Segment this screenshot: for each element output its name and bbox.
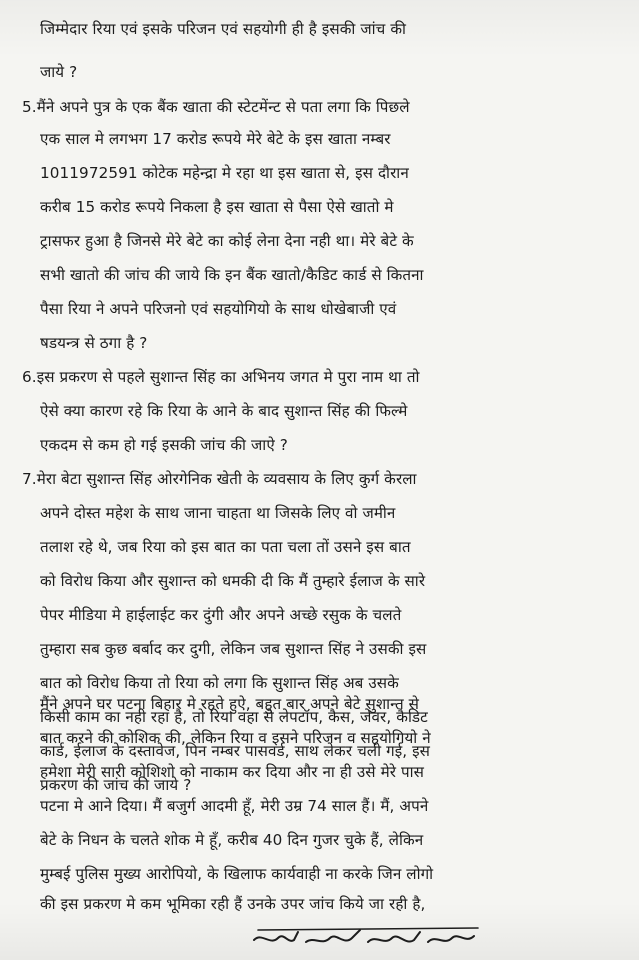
para6-line-3: एकदम से कम हो गई इसकी जांच की जाऐ ? xyxy=(40,436,288,454)
para5-line-6: सभी खातो की जांच की जाये कि इन बैंक खातो/कैडिट कार्ड से कितना xyxy=(40,266,424,284)
para6-line-2: ऐसे क्या कारण रहे कि रिया के आने के बाद सुशान्त सिंह की फिल्मे xyxy=(40,402,408,420)
para7-line-5: पेपर मीडिया मे हाईलाईट कर दुंगी और अपने अच्छे रसुक के चलते xyxy=(40,606,402,624)
para7-line-7: बात को विरोध किया तो रिया को लगा कि सुशान्त सिंह अब उसके xyxy=(40,674,399,692)
para7-line-2: अपने दोस्त महेश के साथ जाना चाहता था जिसके लिए वो जमीन xyxy=(40,504,396,522)
closing-line-7: की इस प्रकरण मे कम भूमिका रही हैं उनके उपर जांच किये जा रही है, xyxy=(40,895,426,913)
para7-line-9: कार्ड, ईलाज के दस्तावेज, पिन नम्बर पासवर्ड, साथ लेकर चली गई, इस xyxy=(40,742,431,760)
para5-line-2: एक साल मे लगभग 17 करोड रूपये मेरे बेटे के इस खाता नम्बर xyxy=(40,130,391,148)
closing-line-4: पटना मे आने दिया। मैं बजुर्ग आदमी हूँ, मेरी उम्र 74 साल हैं। मैं, अपने xyxy=(40,797,429,815)
para5-line-7: पैसा रिया ने अपने परिजनो एवं सहयोगियो के साथ धोखेबाजी एवं xyxy=(40,300,397,318)
para4-line-2: जाये ? xyxy=(40,63,78,81)
para7-line-8: किसी काम का नही रहा है, तो रिया वहा से लेपटॉप, कैस, जेवर, कैडिट xyxy=(40,708,428,726)
para5-line-3: 1011972591 कोटेक महेन्द्रा मे रहा था इस खाता से, इस दौरान xyxy=(40,164,409,182)
para5-line-1: 5.मैंने अपने पुत्र के एक बैंक खाता की स्टेटमेंन्ट से पता लगा कि पिछले xyxy=(22,98,410,116)
para4-line-1: जिम्मेदार रिया एवं इसके परिजन एवं सहयोगी ही है इसकी जांच की xyxy=(40,20,407,38)
closing-line-3: हमेशा मेरी सारी कोशिशो को नाकाम कर दिया और ना ही उसे मेरे पास xyxy=(40,763,425,781)
para5-line-4: करीब 15 करोड रूपये निकला है इस खाता से पैसा ऐसे खातो मे xyxy=(40,198,394,216)
para5-line-5: ट्रासफर हुआ है जिनसे मेरे बेटे का कोई लेना देना नही था। मेरे बेटे के xyxy=(40,232,414,250)
para7-line-6: तुम्हारा सब कुछ बर्बाद कर दुगी, लेकिन जब सुशान्त सिंह ने उसकी इस xyxy=(40,640,427,658)
closing-line-2: बात करने की कोशिक की, लेकिन रिया व इसने परिजन व सहयोगियो ने xyxy=(40,729,431,747)
para6-line-1: 6.इस प्रकरण से पहले सुशान्त सिंह का अभिनय जगत मे पुरा नाम था तो xyxy=(22,368,420,386)
closing-line-6: मुम्बई पुलिस मुख्य आरोपियो, के खिलाफ कार्यवाही ना करके जिन लोगो xyxy=(40,865,434,883)
para7-line-1: 7.मेरा बेटा सुशान्त सिंह ओरगेनिक खेती के व्यवसाय के लिए कुर्ग केरला xyxy=(22,470,417,488)
para7-line-3: तलाश रहे थे, जब रिया को इस बात का पता चला तों उसने इस बात xyxy=(40,538,411,556)
handwritten-signature xyxy=(248,918,488,958)
para7-line-10: प्रकरण की जांच की जाये ? xyxy=(40,776,192,794)
para7-line-4: को विरोध किया और सुशान्त को धमकी दी कि मैं तुम्हारे ईलाज के सारे xyxy=(40,572,426,590)
closing-line-5: बेटे के निधन के चलते शोक मे हूँ, करीब 40 दिन गुजर चुके हैं, लेकिन xyxy=(40,831,424,849)
closing-line-1: मैंने अपने घर पटना बिहार मे रहते हुऐ, बहुत बार अपने बेटे सुशान्त से xyxy=(40,695,420,713)
para5-line-8: षडयन्त्र से ठगा है ? xyxy=(40,334,148,352)
